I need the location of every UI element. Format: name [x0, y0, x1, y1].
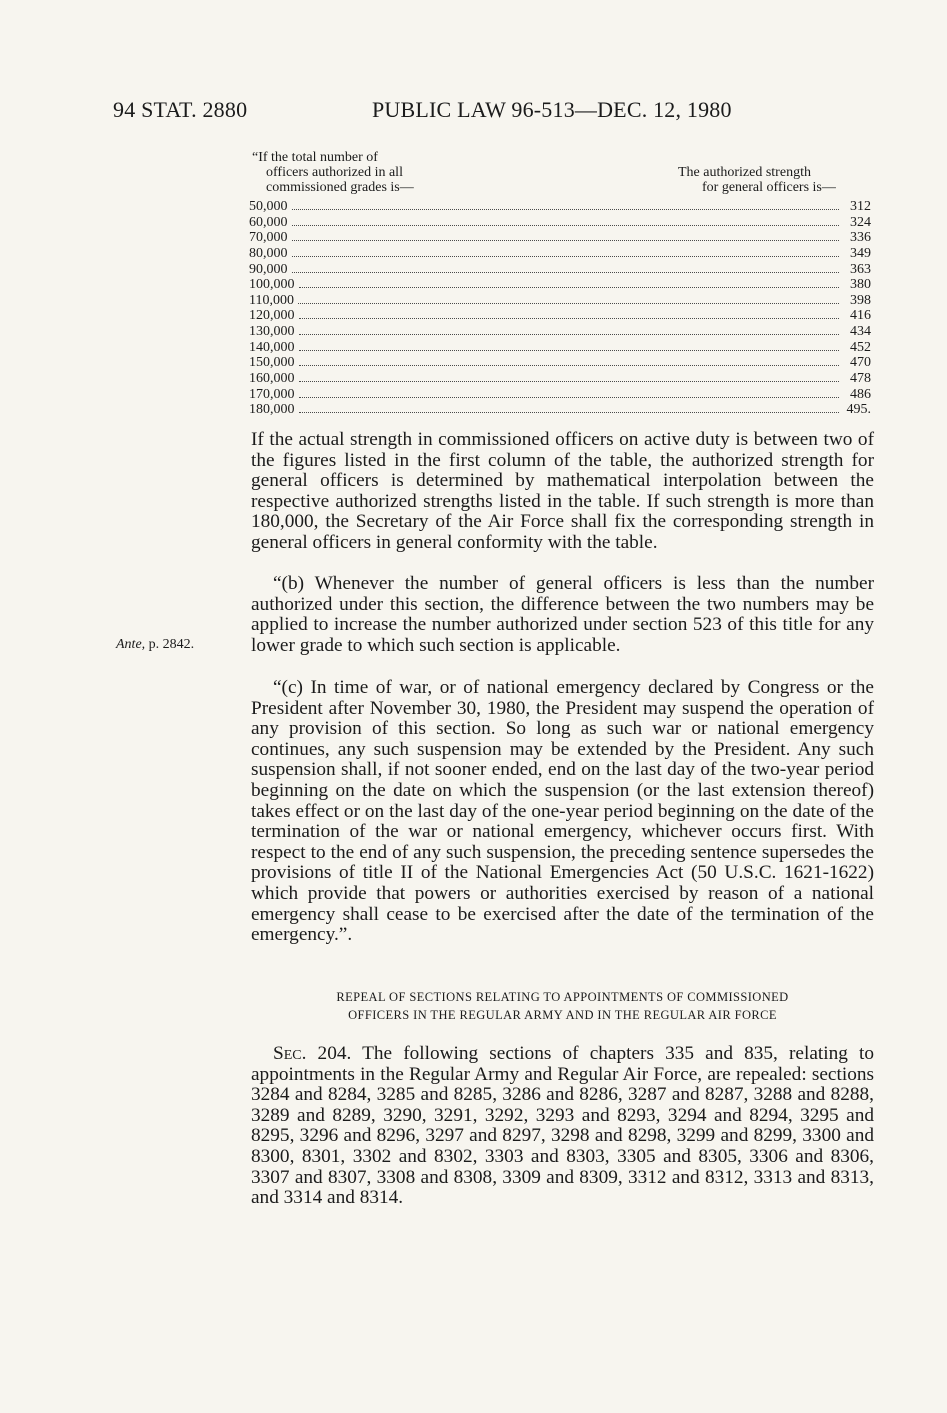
dot-leader: [292, 225, 840, 226]
officers-value: 60,000: [249, 214, 288, 230]
table-row: [249, 246, 871, 262]
officers-value: 170,000: [249, 386, 295, 402]
section-heading: [251, 988, 874, 1024]
strength-value: 470: [850, 355, 871, 371]
table-right-header-line: for general officers is—: [702, 180, 836, 195]
table-row: [249, 387, 871, 403]
strength-table: [249, 199, 871, 418]
margin-citation-page: p. 2842.: [145, 637, 195, 652]
dot-leader: [299, 412, 840, 413]
strength-value: 363: [850, 261, 871, 277]
strength-value: 324: [850, 214, 871, 230]
strength-value: 380: [850, 277, 871, 293]
section-heading-line: OFFICERS IN THE REGULAR ARMY AND IN THE REGULAR AIR FORCE: [348, 1008, 777, 1022]
table-row: [249, 293, 871, 309]
table-row: [249, 340, 871, 356]
subsection-c: [251, 678, 874, 946]
paragraph-text: [251, 1044, 874, 1209]
officers-value: 120,000: [249, 308, 295, 324]
officers-value: 150,000: [249, 355, 295, 371]
dot-leader: [299, 365, 840, 366]
strength-value: 416: [850, 308, 871, 324]
table-row: [249, 402, 871, 418]
margin-citation: [116, 637, 194, 653]
table-left-header-line: “If the total number of: [252, 150, 378, 165]
dot-leader: [292, 240, 840, 241]
interpolation-paragraph: [251, 430, 874, 554]
strength-value: 398: [850, 292, 871, 308]
section-label: Sec. 204.: [273, 1043, 352, 1064]
table-row: [249, 262, 871, 278]
officers-value: 100,000: [249, 277, 295, 293]
strength-value: 434: [850, 324, 871, 340]
strength-value: 452: [850, 339, 871, 355]
margin-citation-italic: Ante,: [116, 637, 146, 652]
dot-leader: [292, 209, 840, 210]
officers-value: 160,000: [249, 371, 295, 387]
strength-value: 336: [850, 230, 871, 246]
subsection-b: [251, 574, 874, 656]
dot-leader: [299, 318, 840, 319]
dot-leader: [299, 287, 840, 288]
table-right-header: [678, 165, 856, 195]
strength-value: 349: [850, 245, 871, 261]
officers-value: 110,000: [249, 292, 294, 308]
dot-leader: [292, 256, 840, 257]
officers-value: 180,000: [249, 402, 295, 418]
table-left-header: [252, 150, 414, 195]
paragraph-text: “(b) Whenever the number of general officers is less than the number authorized under this section, the difference between the two numbers may be applied to increase the number authorized under section 523 of this title for any lower grade to which such section is applicable.: [251, 573, 874, 656]
table-row: [249, 215, 871, 231]
strength-value: 312: [850, 199, 871, 214]
section-204: [251, 1044, 874, 1209]
table-left-header-line: officers authorized in all: [266, 165, 403, 180]
paragraph-text: If the actual strength in commissioned officers on active duty is between two of the figures listed in the first column of the table, the authorized strength for general officers is determined by mathematical interpolation between the respective authorized strengths listed in the table. If such strength is more than 180,000, the Secretary of the Air Force shall fix the corresponding strength in general officers in general conformity with the table.: [251, 429, 874, 553]
table-left-header-line: commissioned grades is—: [266, 180, 414, 195]
law-title: PUBLIC LAW 96-513—DEC. 12, 1980: [372, 97, 732, 122]
table-row: [249, 230, 871, 246]
officers-value: 130,000: [249, 324, 295, 340]
table-row: [249, 371, 871, 387]
dot-leader: [299, 397, 840, 398]
table-row: [249, 308, 871, 324]
dot-leader: [299, 334, 840, 335]
dot-leader: [299, 381, 840, 382]
statute-reference: 94 STAT. 2880: [113, 97, 248, 122]
officers-value: 140,000: [249, 339, 295, 355]
strength-value: 478: [850, 371, 871, 387]
paragraph-text: “(c) In time of war, or of national emergency declared by Congress or the President after November 30, 1980, the President may suspend the operation of any provision of this section. So long as such war or national emergency continues, any such suspension may be extended by the President. Any such suspension shall, if not sooner ended, end on the last day of the two-year period beginning on the date on which the suspension (or the last extension thereof) takes effect or on the last day of the one-year period beginning on the date of the termination of the war or national emergency, whichever occurs first. With respect to the end of any such suspension, the preceding sentence supersedes the provisions of title II of the National Emergencies Act (50 U.S.C. 1621-1622) which provide that powers or authorities exercised by reason of a national emergency shall cease to be exercised after the date of the termination of the emergency.”.: [251, 677, 874, 946]
officers-value: 50,000: [249, 199, 288, 214]
table-row: [249, 355, 871, 371]
table-row: [249, 324, 871, 340]
strength-value: 495.: [846, 402, 871, 418]
officers-value: 70,000: [249, 230, 288, 246]
section-text: The following sections of chapters 335 and 835, relating to appointments in the Regular Army and Regular Air Force, are repealed: sections 3284 and 8284, 3285 and 8285, 3286 and 8286, 3287 and 8287, 3288 and 8288, 3289 and 8289, 3290, 3291, 3292, 3293 and 8293, 3294 and 8294, 3295 and 8295, 3296 and 8296, 3297 and 8297, 3298 and 8298, 3299 and 8299, 3300 and 8300, 8301, 3302 and 8302, 3303 and 8303, 3305 and 8305, 3306 and 8306, 3307 and 8307, 3308 and 8308, 3309 and 8309, 3312 and 8312, 3313 and 8313, and 3314 and 8314.: [251, 1043, 874, 1209]
table-row: [249, 199, 871, 215]
officers-value: 80,000: [249, 245, 288, 261]
dot-leader: [299, 350, 840, 351]
dot-leader: [292, 272, 840, 273]
table-row: [249, 277, 871, 293]
dot-leader: [298, 303, 839, 304]
section-heading-line: REPEAL OF SECTIONS RELATING TO APPOINTMENTS OF COMMISSIONED: [336, 990, 789, 1004]
strength-value: 486: [850, 386, 871, 402]
table-right-header-line: The authorized strength: [678, 165, 811, 180]
officers-value: 90,000: [249, 261, 288, 277]
